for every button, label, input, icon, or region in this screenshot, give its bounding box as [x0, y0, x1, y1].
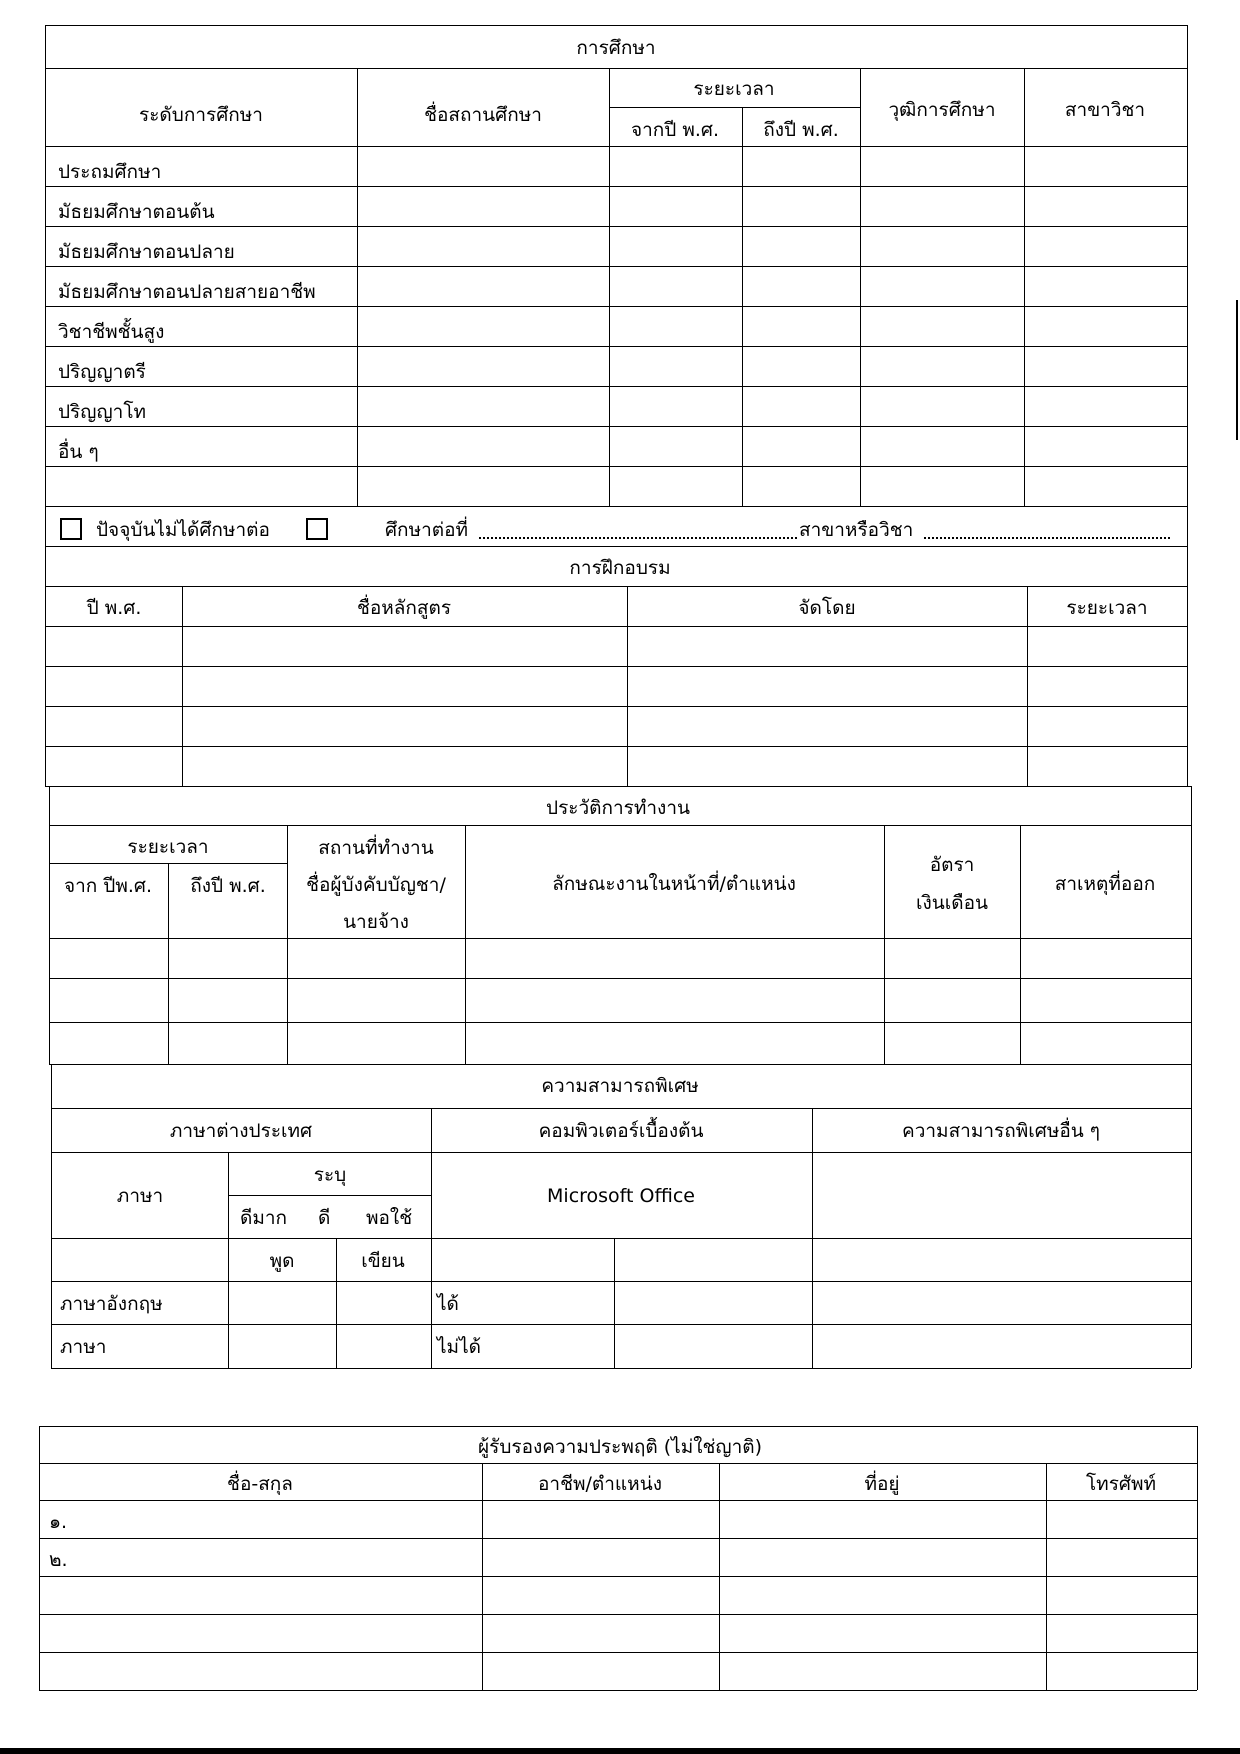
- education-level-row: วิชาชีพชั้นสูง: [58, 321, 165, 343]
- work-title: ประวัติการทำงาน: [546, 797, 690, 819]
- reference-phone-header: โทรศัพท์: [1085, 1473, 1157, 1495]
- computer-header: คอมพิวเตอร์เบื้องต้น: [538, 1120, 704, 1142]
- major-header: สาขาวิชา: [1064, 99, 1146, 121]
- organizer-header: จัดโดย: [798, 597, 856, 619]
- workplace-header-line2: ชื่อผู้บังคับบัญชา/: [306, 874, 446, 896]
- speak-label: พูด: [269, 1250, 295, 1272]
- references-title: ผู้รับรองความประพฤติ (ไม่ใช่ญาติ): [477, 1436, 763, 1458]
- work-from-header: จาก ปีพ.ศ.: [63, 875, 153, 897]
- english-label: ภาษาอังกฤษ: [60, 1293, 163, 1315]
- work-rows[interactable]: [50, 939, 1190, 1063]
- language-header: ภาษา: [116, 1185, 164, 1207]
- studying-at-label: ศึกษาต่อที่: [385, 519, 469, 541]
- field-label: สาขาหรือวิชา: [799, 519, 914, 541]
- education-level-row: อื่น ๆ: [58, 441, 99, 463]
- period-header: ระยะเวลา: [693, 78, 775, 100]
- office-can-label: ได้: [437, 1293, 459, 1315]
- field-input[interactable]: [924, 537, 1170, 539]
- education-level-row: ประถมศึกษา: [58, 161, 162, 183]
- education-level-row: มัธยมศึกษาตอนปลายสายอาชีพ: [58, 281, 316, 303]
- other-language-label: ภาษา: [60, 1336, 107, 1358]
- duties-header: ลักษณะงานในหน้าที่/ตำแหน่ง: [552, 873, 796, 895]
- fair-label: พอใช้: [366, 1207, 413, 1229]
- specify-header: ระบุ: [313, 1164, 347, 1186]
- skills-fill-cells[interactable]: [615, 1239, 1190, 1367]
- salary-header-line2: เงินเดือน: [916, 892, 988, 914]
- other-skills-header: ความสามารถพิเศษอื่น ๆ: [902, 1120, 1100, 1142]
- scan-bottom-edge: [0, 1748, 1240, 1754]
- workplace-header-line3: นายจ้าง: [343, 911, 409, 933]
- training-rows[interactable]: [46, 627, 1186, 785]
- education-level-row: มัธยมศึกษาตอนต้น: [58, 201, 215, 223]
- education-title: การศึกษา: [576, 37, 656, 59]
- reference-row-number: ๒.: [49, 1549, 68, 1571]
- very-good-label: ดีมาก: [240, 1207, 288, 1229]
- training-title: การฝึกอบรม: [569, 557, 671, 579]
- education-level-row: มัธยมศึกษาตอนปลาย: [58, 241, 235, 263]
- education-detail-cells[interactable]: [610, 147, 1186, 505]
- workplace-header-line1: สถานที่ทำงาน: [318, 837, 434, 859]
- institution-header: ชื่อสถานศึกษา: [424, 104, 542, 126]
- education-level-row: ปริญญาตรี: [58, 361, 146, 383]
- foreign-language-header: ภาษาต่างประเทศ: [169, 1120, 313, 1142]
- scan-edge-mark: [1236, 300, 1238, 440]
- not-studying-label: ปัจจุบันไม่ได้ศึกษาต่อ: [96, 519, 270, 541]
- to-year-header: ถึงปี พ.ศ.: [763, 119, 839, 141]
- course-header: ชื่อหลักสูตร: [356, 597, 452, 619]
- training-year-header: ปี พ.ศ.: [86, 597, 142, 619]
- office-label: Microsoft Office: [547, 1185, 695, 1207]
- not-studying-checkbox[interactable]: [60, 518, 82, 540]
- degree-header: วุฒิการศึกษา: [888, 99, 996, 121]
- institution-cells[interactable]: [358, 147, 608, 505]
- education-level-header: ระดับการศึกษา: [139, 104, 263, 126]
- reference-address-header: ที่อยู่: [864, 1473, 900, 1495]
- studying-checkbox[interactable]: [306, 518, 328, 540]
- education-level-row: ปริญญาโท: [58, 401, 147, 423]
- office-cannot-label: ไม่ได้: [437, 1336, 481, 1358]
- reference-row-number: ๑.: [49, 1511, 68, 1533]
- studying-at-field[interactable]: [479, 537, 797, 539]
- training-duration-header: ระยะเวลา: [1066, 597, 1148, 619]
- write-label: เขียน: [361, 1250, 405, 1272]
- reference-name-header: ชื่อ-สกุล: [227, 1473, 293, 1495]
- work-to-header: ถึงปี พ.ศ.: [190, 875, 266, 897]
- salary-header-line1: อัตรา: [929, 854, 975, 876]
- from-year-header: จากปี พ.ศ.: [630, 119, 720, 141]
- reference-occupation-header: อาชีพ/ตำแหน่ง: [538, 1473, 662, 1495]
- reference-rows[interactable]: [40, 1501, 1196, 1689]
- reason-header: สาเหตุที่ออก: [1054, 873, 1156, 895]
- work-period-header: ระยะเวลา: [127, 836, 209, 858]
- good-label: ดี: [318, 1207, 331, 1229]
- skills-title: ความสามารถพิเศษ: [541, 1075, 699, 1097]
